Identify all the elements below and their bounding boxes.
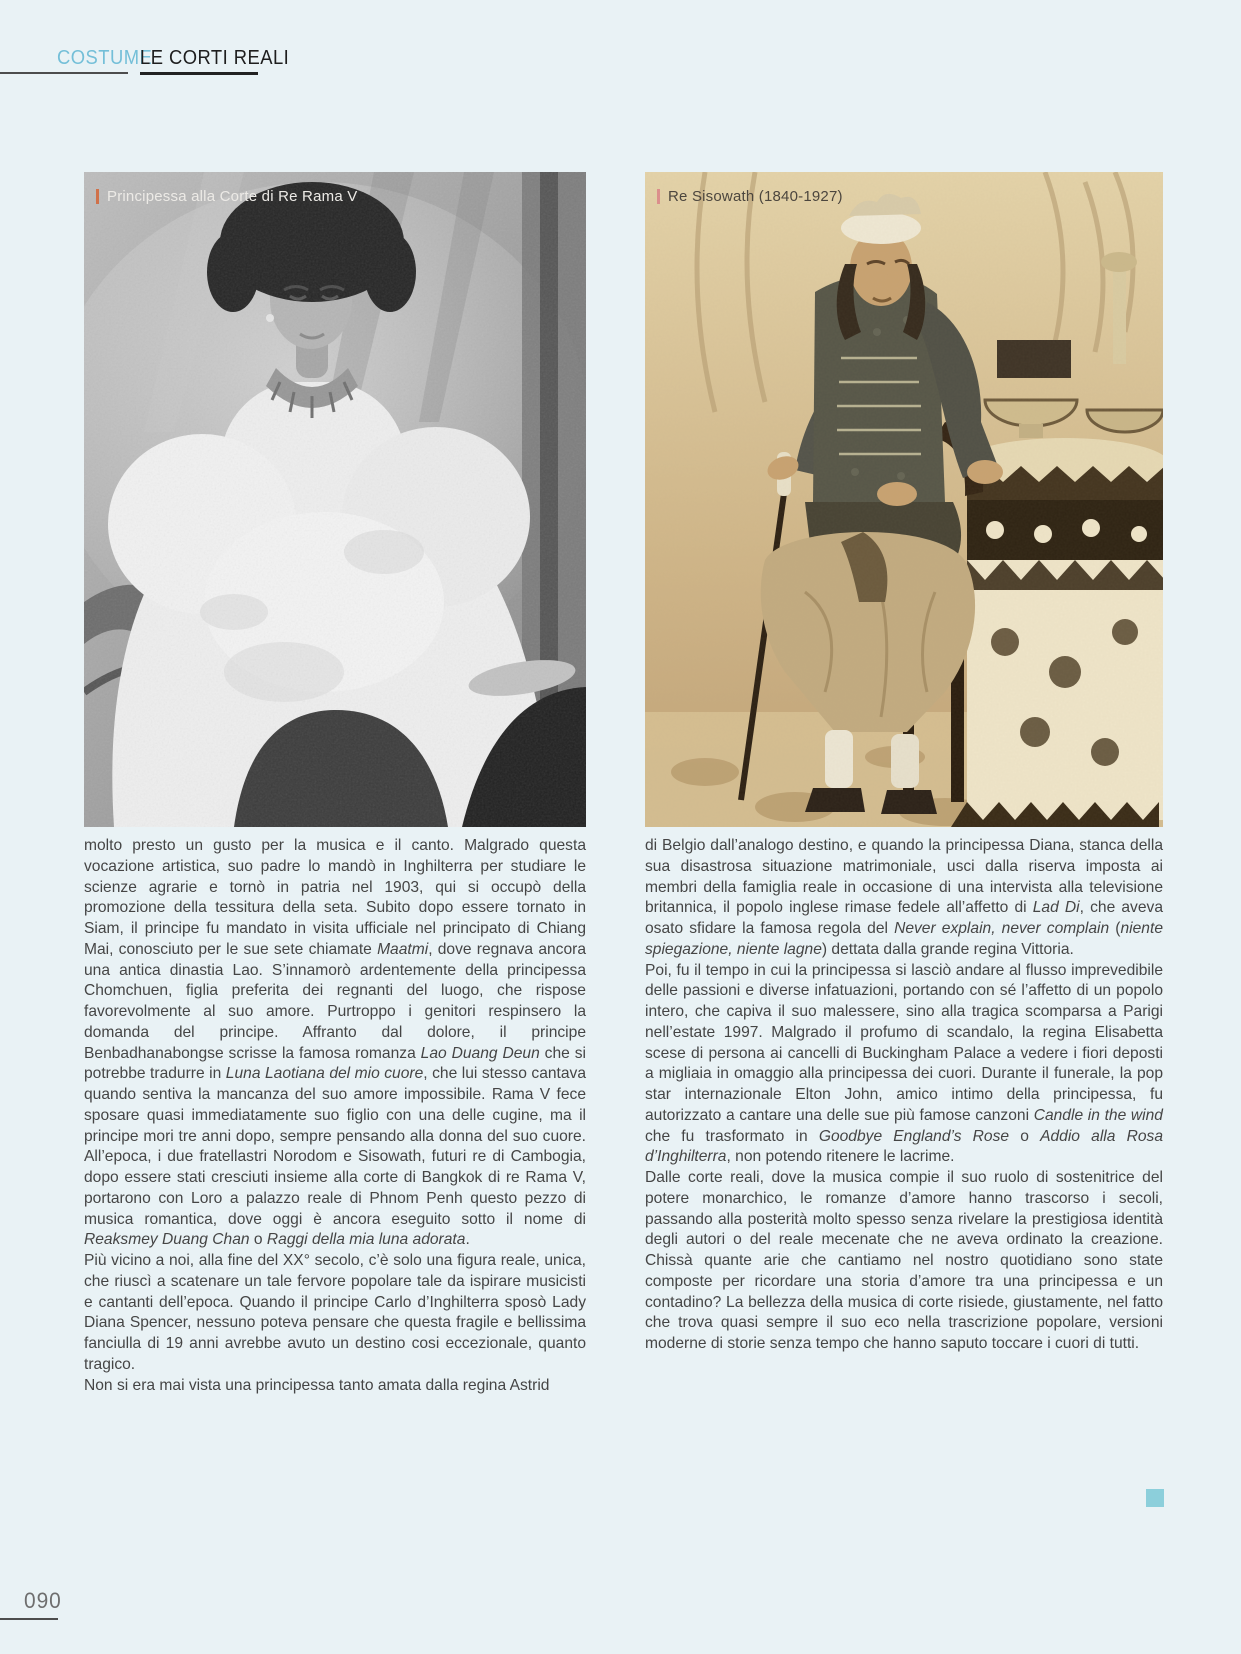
caption-bar [96,189,99,204]
header-rule-title [140,72,258,75]
footer-rule [0,1618,58,1620]
article-column-right [645,836,1163,1355]
page-title: LE CORTI REALI [140,47,290,69]
princess-photo-illustration [84,172,586,827]
photo-caption-left [96,188,357,205]
paragraph: Poi, fu il tempo in cui la principessa si lasciò andare al flusso imprevedibile delle passioni e diverse infatuazioni, portando con sé l’affetto di un popolo intero, che capiva il suo malessere, sino alla tragica scomparsa a Parigi nell’estate 1997. Malgrado il profumo di scandalo, la regina Elisabetta scese di persona ai cancelli di Buckingham Palace a vedere i fiori deposti a migliaia in omaggio alla principessa dei cuori. Durante il funerale, la pop star internazionale Elton John, amico intimo della principessa, fu autorizzato a cantare una delle sue più famose canzoni Candle in the wind che fu trasformato in Goodbye England’s Rose o Addio alla Rosa d’Inghilterra, non potendo ritenere le lacrime. [645,961,1163,1166]
king-photo-illustration [645,172,1163,827]
article-column-left [84,836,586,1396]
caption-text: Principessa alla Corte di Re Rama V [107,188,358,205]
photo-caption-right [657,188,843,205]
paragraph: Più vicino a noi, alla fine del XX° secolo, c’è solo una figura reale, unica, che riuscì a scatenare un tale fervore popolare tale da ispirare musicisti e cantanti dell’epoca. Quando il principe Carlo d’Inghilterra sposò Lady Diana Spencer, nessuno poteva pensare che questa fragile e bellissima fanciulla di 19 anni avrebbe avuto un destino cosi eccezionale, quanto tragico. [84,1252,586,1373]
caption-bar [657,189,660,204]
section-label: COSTUME [57,47,153,69]
paragraph: di Belgio dall’analogo destino, e quando la principessa Diana, stanca della sua disastrosa situazione matrimoniale, usci dalla riserva imposta ai membri della famiglia reale in occasione di una intervista alla televisione britannica, il popolo inglese rimase fedele all’affetto di Lad Di, che aveva osato sfidare la famosa regola del Never explain, never complain (niente spiegazione, niente lagne) dettata dalla grande regina Vittoria. [645,837,1163,958]
header-rule-left [0,72,128,74]
page-number: 090 [24,1588,62,1613]
paragraph: Dalle corte reali, dove la musica compie il suo ruolo di sostenitrice del potere monarchico, le romanze d’amore hanno trascorso i secoli, passando alla posterità molto spesso senza rivelare la prestigiosa identità degli autori o del reale mecenate che ne aveva ordinato la creazione. Chissà quante arie che cantiamo nel nostro quotidiano sono state composte per ricordare una storia d’amore tra una principessa e un contadino? La bellezza della musica di corte risiede, giustamente, nel fatto che trova quasi sempre il suo eco nella trascrizione popolare, versioni moderne di storie senza tempo che hanno saputo toccare i cuori di tutti. [645,1169,1163,1352]
paragraph: Non si era mai vista una principessa tanto amata dalla regina Astrid [84,1376,550,1394]
caption-text: Re Sisowath (1840-1927) [668,188,843,205]
photo-princess [84,172,586,827]
end-of-article-marker [1146,1489,1164,1507]
photo-king-sisowath [645,172,1163,827]
paragraph: molto presto un gusto per la musica e il canto. Malgrado questa vocazione artistica, suo padre lo mandò in Inghilterra per studiare le scienze agrarie e tornò in patria nel 1903, qui si occupò della promozione della tessitura della seta. Subito dopo essere tornato in Siam, il principe fu mandato in visita ufficiale nel principato di Chiang Mai, conosciuto per le sue sete chiamate Maatmi, dove regnava ancora una antica dinastia Lao. S’innamorò ardentemente della principessa Chomchuen, figlia preferita dei regnanti del luogo, che rispose favorevolmente al suo amore. Purtroppo i genitori respinsero la domanda del principe. Affranto dal dolore, il principe Benbadhanabongse scrisse la famosa romanza Lao Duang Deun che si potrebbe tradurre in Luna Laotiana del mio cuore, che lui stesso cantava quando sentiva la mancanza del suo amore impossibile. Rama V fece sposare quasi immediatamente suo figlio con una delle cugine, ma il principe mori tre anni dopo, sempre pensando alla donna del suo cuore. All’epoca, i due fratellastri Norodom e Sisowath, futuri re di Cambogia, dopo essere stati cresciuti insieme alla corte di Bangkok di re Rama V, portarono con Loro a palazzo reale di Phnom Penh questo pezzo di musica romantica, dove oggi è ancora eseguito sotto il nome di Reaksmey Duang Chan o Raggi della mia luna adorata. [84,837,587,1249]
